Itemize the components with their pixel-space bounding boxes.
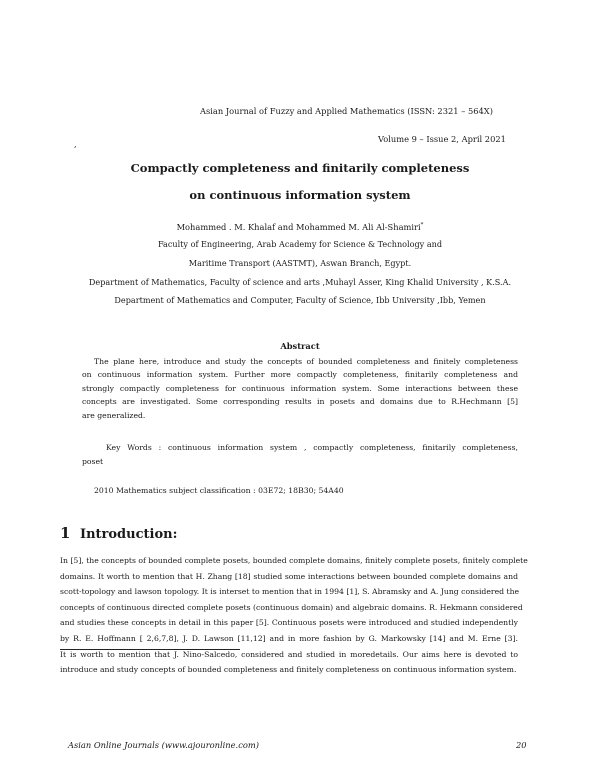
intro-line: domains. It worth to mention that H. Zhang [18] studied some interactions between bounded complete domains and bbox=[60, 571, 518, 581]
section-title: Introduction: bbox=[80, 527, 178, 542]
abstract-line: strongly compactly completeness for continuous information system. Some interactions between these bbox=[82, 383, 518, 393]
abstract-line: The plane here, introduce and study the concepts of bounded completeness and finitely completeness bbox=[94, 357, 518, 366]
keywords-line-1: Key Words : continuous information system , compactly completeness, finitarily completeness, bbox=[106, 443, 518, 452]
paper-title-line-1: Compactly completeness and finitarily completeness bbox=[130, 161, 470, 175]
journal-header: Asian Journal of Fuzzy and Applied Mathematics (ISSN: 2321 – 564X) bbox=[200, 106, 493, 116]
intro-line: and studies these concepts in detail in this paper [5]. Continuous posets were introduced and studied independently bbox=[60, 618, 518, 628]
affiliation-1: Faculty of Engineering, Arab Academy for Science & Technology and bbox=[157, 239, 443, 249]
author-list bbox=[0, 222, 600, 232]
intro-line: In [5], the concepts of bounded complete posets, bounded complete domains, finitely complete posets, finitely complete bbox=[60, 556, 528, 565]
section-heading bbox=[60, 524, 177, 542]
abstract-line: concepts are investigated. Some corresponding results in posets and domains due to R.Hechmann [5] bbox=[82, 397, 518, 407]
volume-issue: Volume 9 – Issue 2, April 2021 bbox=[378, 134, 506, 144]
author-names: Mohammed . M. Khalaf and Mohammed M. Ali Al-Shamiri bbox=[176, 222, 421, 232]
intro-line: introduce and study concepts of bounded completeness and finitely completeness on continuous information system. bbox=[60, 665, 517, 675]
intro-line: It is worth to mention that J. Nino-Salcedo, considered and studied in moredetails. Our aims here is devoted to bbox=[60, 649, 518, 659]
affiliation-3: Department of Mathematics, Faculty of science and arts ,Muhayl Asser, King Khalid University , K.S.A. bbox=[88, 277, 512, 287]
footnote-divider bbox=[60, 649, 240, 650]
intro-line: by R. E. Hoffmann [ 2,6,7,8], J. D. Lawson [11,12] and in more fashion by G. Markowsky [14] and M. Erne [3]. bbox=[60, 633, 518, 643]
introduction-body bbox=[60, 553, 528, 678]
affiliation-2: Maritime Transport (AASTMT), Aswan Branch, Egypt. bbox=[188, 258, 412, 268]
section-number: 1 bbox=[60, 524, 71, 542]
stray-mark: , bbox=[74, 140, 77, 149]
intro-line: scott-topology and lawson topology. It is interset to mention that in 1994 [1], S. Abramsky and A. Jung considered the bbox=[60, 587, 520, 597]
affiliation-4: Department of Mathematics and Computer, Faculty of Science, Ibb University ,Ibb, Yemen bbox=[114, 295, 486, 305]
keywords-line-2: poset bbox=[82, 457, 104, 466]
abstract-body bbox=[82, 355, 518, 422]
abstract-heading: Abstract bbox=[280, 341, 320, 351]
corresponding-author-mark: * bbox=[420, 222, 424, 229]
paper-title-line-2: on continuous information system bbox=[189, 188, 411, 202]
abstract-line: are generalized. bbox=[82, 410, 146, 420]
keywords bbox=[82, 441, 518, 469]
msc-classification: 2010 Mathematics subject classification : 03E72; 18B30; 54A40 bbox=[94, 486, 344, 495]
intro-line: concepts of continuous directed complete posets (continuous domain) and algebraic domains. R. Hekmann considered bbox=[60, 602, 523, 612]
abstract-line: on continuous information system. Further more compactly completeness, finitarily completeness and bbox=[82, 370, 518, 380]
footer-journal-site: Asian Online Journals (www.ajouronline.com) bbox=[68, 740, 259, 750]
page-number: 20 bbox=[516, 740, 527, 750]
